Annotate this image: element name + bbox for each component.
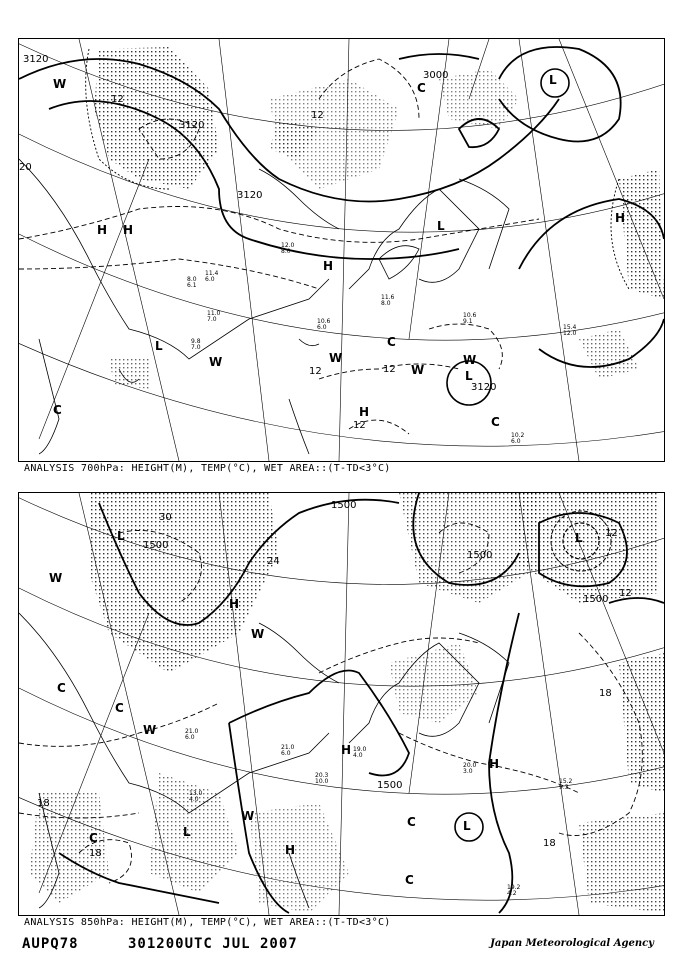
cold-symbol: C bbox=[491, 415, 500, 429]
station-plot: 9.8 7.0 bbox=[191, 338, 201, 351]
cold-symbol: C bbox=[417, 81, 426, 95]
temp-label: 30 bbox=[159, 512, 172, 523]
cold-symbol: C bbox=[405, 873, 414, 887]
height-label: 1500 bbox=[583, 594, 609, 605]
height-label: 1500 bbox=[331, 500, 357, 511]
station-plot: 12.0 8.0 bbox=[281, 242, 295, 255]
height-label: 3120 bbox=[471, 382, 497, 393]
temp-label: 12 bbox=[383, 364, 396, 375]
pressure-center: H bbox=[285, 843, 296, 857]
chart-code: AUPQ78 bbox=[22, 936, 79, 952]
station-plot: 11.4 6.0 bbox=[205, 270, 219, 283]
pressure-center: H bbox=[489, 757, 500, 771]
station-plot: 10.6 9.1 bbox=[463, 312, 477, 325]
pressure-center: W bbox=[463, 353, 477, 367]
pressure-center: L bbox=[549, 73, 557, 87]
pressure-center: H bbox=[323, 259, 334, 273]
cold-symbol: C bbox=[89, 831, 98, 845]
temp-label: 18 bbox=[89, 848, 102, 859]
valid-time: 301200UTC JUL 2007 bbox=[128, 936, 298, 952]
temp-label: 12 bbox=[353, 420, 366, 431]
station-plot: 15.2 9.3 bbox=[559, 778, 573, 791]
height-label: 3120 bbox=[23, 54, 49, 65]
station-plot: 19.0 4.0 bbox=[353, 746, 367, 759]
temp-label: 12 bbox=[111, 94, 124, 105]
temp-label: 12 bbox=[309, 366, 322, 377]
temp-label: 12 bbox=[605, 528, 618, 539]
pressure-center: L bbox=[437, 219, 445, 233]
pressure-center: L bbox=[183, 825, 191, 839]
temp-label: 18 bbox=[543, 838, 556, 849]
station-plot: 19.2 4.2 bbox=[507, 884, 521, 897]
coastline bbox=[19, 159, 509, 454]
height-label: 1500 bbox=[467, 550, 493, 561]
station-plot: 20.0 3.0 bbox=[463, 762, 477, 775]
caption-700hpa: ANALYSIS 700hPa: HEIGHT(M), TEMP(°C), WET AREA::(T-TD<3°C) bbox=[24, 463, 391, 474]
cold-symbol: C bbox=[53, 403, 62, 417]
height-label: 1500 bbox=[143, 540, 169, 551]
station-plot: 10.2 6.0 bbox=[511, 432, 525, 445]
chart-850hpa bbox=[18, 492, 665, 916]
height-label: 3120 bbox=[179, 120, 205, 131]
temp-label: 20 bbox=[19, 162, 32, 173]
pressure-center: W bbox=[49, 571, 63, 585]
pressure-center: L bbox=[463, 819, 471, 833]
cold-symbol: C bbox=[387, 335, 396, 349]
station-plot: 11.6 8.0 bbox=[381, 294, 395, 307]
pressure-center: H bbox=[615, 211, 626, 225]
pressure-center: H bbox=[123, 223, 134, 237]
station-plot: 11.0 7.0 bbox=[207, 310, 221, 323]
pressure-center: H bbox=[359, 405, 370, 419]
pressure-center: L bbox=[575, 531, 583, 545]
pressure-center: W bbox=[251, 627, 265, 641]
pressure-center: W bbox=[209, 355, 223, 369]
station-plot: 13.0 4.0 bbox=[189, 790, 203, 803]
station-plot: 10.6 6.0 bbox=[317, 318, 331, 331]
agency-name: Japan Meteorological Agency bbox=[490, 938, 654, 949]
station-plot: 15.4 12.0 bbox=[563, 324, 577, 337]
pressure-center: L bbox=[155, 339, 163, 353]
pressure-center: L bbox=[117, 529, 125, 543]
cold-symbol: C bbox=[407, 815, 416, 829]
temp-label: 24 bbox=[267, 556, 280, 567]
station-plot: 21.0 6.0 bbox=[185, 728, 199, 741]
temp-label: 18 bbox=[37, 798, 50, 809]
height-label: 3000 bbox=[423, 70, 449, 81]
wet-area bbox=[29, 493, 664, 913]
height-label: 3120 bbox=[237, 190, 263, 201]
station-plot: 20.3 10.0 bbox=[315, 772, 329, 785]
height-label: 1500 bbox=[377, 780, 403, 791]
chart-700hpa bbox=[18, 38, 665, 462]
pressure-center: W bbox=[411, 363, 425, 377]
caption-850hpa: ANALYSIS 850hPa: HEIGHT(M), TEMP(°C), WET AREA::(T-TD<3°C) bbox=[24, 917, 391, 928]
pressure-center: L bbox=[465, 369, 473, 383]
temp-label: 12 bbox=[619, 588, 632, 599]
pressure-center: W bbox=[329, 351, 343, 365]
pressure-center: W bbox=[241, 809, 255, 823]
station-plot: 21.0 6.0 bbox=[281, 744, 295, 757]
pressure-center: H bbox=[97, 223, 108, 237]
temp-label: 12 bbox=[311, 110, 324, 121]
pressure-center: W bbox=[143, 723, 157, 737]
pressure-center: W bbox=[53, 77, 67, 91]
pressure-center: H bbox=[229, 597, 240, 611]
station-plot: 8.0 6.1 bbox=[187, 276, 197, 289]
temp-label: 18 bbox=[599, 688, 612, 699]
pressure-center: H bbox=[341, 743, 352, 757]
cold-symbol: C bbox=[57, 681, 66, 695]
cold-symbol: C bbox=[115, 701, 124, 715]
